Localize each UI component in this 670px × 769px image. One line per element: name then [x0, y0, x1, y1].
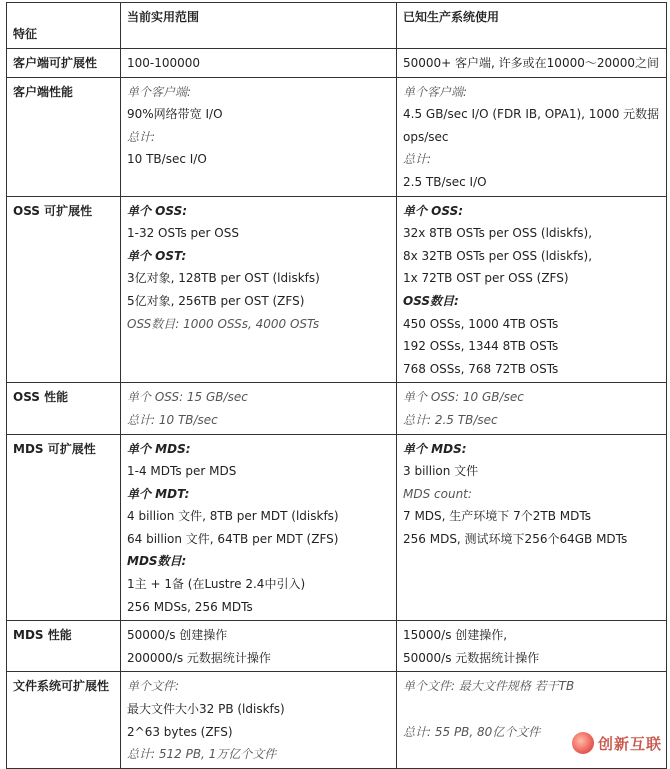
cell-line: 192 OSSs, 1344 8TB OSTs [403, 339, 559, 354]
table-row [7, 672, 667, 768]
cell-line: 50000/s 元数据统计操作 [403, 650, 540, 665]
cell-line: 单个文件: [127, 679, 180, 694]
cell-line: 200000/s 元数据统计操作 [127, 650, 271, 665]
known-production-cell [397, 196, 667, 383]
cell-line: 1-4 MDTs per MDS [127, 464, 237, 479]
cell-line [403, 698, 660, 721]
cell-line: 单个文件: 最大文件规格 若干TB [403, 679, 575, 694]
cell-line: 总计: 10 TB/sec [127, 412, 218, 427]
cell-line: 单个 OSS: [127, 203, 188, 218]
header-feature: 特征 [7, 3, 121, 49]
feature-cell: 文件系统可扩展性 [7, 672, 121, 768]
table-row [7, 196, 667, 383]
cell-line: 单个客户端: [127, 84, 192, 99]
table-row [7, 77, 667, 196]
feature-cell: OSS 性能 [7, 383, 121, 434]
lustre-scalability-table [6, 2, 667, 769]
watermark-text: 创新互联 [597, 734, 662, 753]
cell-line: 总计: 2.5 TB/sec [403, 412, 498, 427]
header-known-production: 已知生产系统使用 [397, 3, 667, 49]
cell-line: 1x 72TB OST per OSS (ZFS) [403, 271, 569, 286]
feature-cell: MDS 可扩展性 [7, 434, 121, 621]
cell-line: 256 MDSs, 256 MDTs [127, 599, 253, 614]
cell-line: 50000/s 创建操作 [127, 628, 228, 643]
current-range-cell [121, 77, 397, 196]
cell-line: 总计: 512 PB, 1万亿个文件 [127, 747, 277, 762]
current-range-cell [121, 196, 397, 383]
cell-line: 32x 8TB OSTs per OSS (ldiskfs), [403, 226, 593, 241]
known-production-cell [397, 434, 667, 621]
known-production-cell [397, 383, 667, 434]
known-production-cell [397, 49, 667, 78]
table-row [7, 434, 667, 621]
current-range-cell [121, 672, 397, 768]
cell-line: 7 MDS, 生产环境下 7个2TB MDTs [403, 509, 591, 524]
table-row [7, 49, 667, 78]
cell-line: MDS count: [403, 486, 472, 501]
cell-line: 1主 + 1备 (在Lustre 2.4中引入) [127, 577, 306, 592]
cell-line: 单个客户端: [403, 84, 468, 99]
table-row [7, 621, 667, 672]
cell-line: 100-100000 [127, 56, 201, 70]
cell-line: 90%网络带宽 I/O [127, 107, 223, 122]
watermark [572, 732, 662, 754]
current-range-cell [121, 621, 397, 672]
cell-line: 总计: [403, 152, 432, 167]
table-body [7, 49, 667, 769]
feature-cell: 客户端可扩展性 [7, 49, 121, 78]
cell-line: 总计: [127, 129, 156, 144]
cell-line: 50000+ 客户端, 许多或在10000～20000之间 [403, 56, 660, 70]
cell-line: OSS数目: [403, 293, 459, 308]
cell-line: 单个 OST: [127, 248, 187, 263]
cell-line: 4.5 GB/sec I/O (FDR IB, OPA1), 1000 元数据 ops/sec [403, 107, 660, 144]
current-range-cell [121, 49, 397, 78]
cell-line: 768 OSSs, 768 72TB OSTs [403, 361, 559, 376]
cell-line: 8x 32TB OSTs per OSS (ldiskfs), [403, 248, 593, 263]
cell-line: 单个 OSS: 15 GB/sec [127, 390, 248, 405]
cell-line: 2^63 bytes (ZFS) [127, 724, 233, 739]
cell-line: 单个 MDS: [403, 441, 467, 456]
table-row [7, 383, 667, 434]
feature-cell: 客户端性能 [7, 77, 121, 196]
watermark-logo-icon [572, 732, 594, 754]
feature-cell: MDS 性能 [7, 621, 121, 672]
cell-line: 4 billion 文件, 8TB per MDT (ldiskfs) [127, 509, 339, 524]
cell-line: 1-32 OSTs per OSS [127, 226, 239, 241]
known-production-cell [397, 77, 667, 196]
cell-line: 10 TB/sec I/O [127, 152, 207, 167]
current-range-cell [121, 383, 397, 434]
cell-line: 单个 MDS: [127, 441, 191, 456]
cell-line: 2.5 TB/sec I/O [403, 174, 487, 189]
current-range-cell [121, 434, 397, 621]
table-header-row [7, 3, 667, 49]
cell-line: 单个 OSS: [403, 203, 464, 218]
cell-line: OSS数目: 1000 OSSs, 4000 OSTs [127, 316, 320, 331]
cell-line: 15000/s 创建操作, [403, 628, 508, 643]
cell-line: 单个 MDT: [127, 486, 190, 501]
known-production-cell [397, 621, 667, 672]
cell-line: MDS数目: [127, 554, 187, 569]
cell-line: 总计: 55 PB, 80亿个文件 [403, 724, 541, 739]
cell-line: 5亿对象, 256TB per OST (ZFS) [127, 293, 305, 308]
cell-line: 256 MDS, 测试环境下256个64GB MDTs [403, 531, 628, 546]
cell-line: 最大文件大小32 PB (ldiskfs) [127, 702, 285, 717]
header-current-range: 当前实用范围 [121, 3, 397, 49]
cell-line: 64 billion 文件, 64TB per MDT (ZFS) [127, 531, 339, 546]
cell-line: 3亿对象, 128TB per OST (ldiskfs) [127, 271, 320, 286]
cell-line: 3 billion 文件 [403, 464, 479, 479]
cell-line: 450 OSSs, 1000 4TB OSTs [403, 316, 559, 331]
feature-cell: OSS 可扩展性 [7, 196, 121, 383]
cell-line: 单个 OSS: 10 GB/sec [403, 390, 524, 405]
